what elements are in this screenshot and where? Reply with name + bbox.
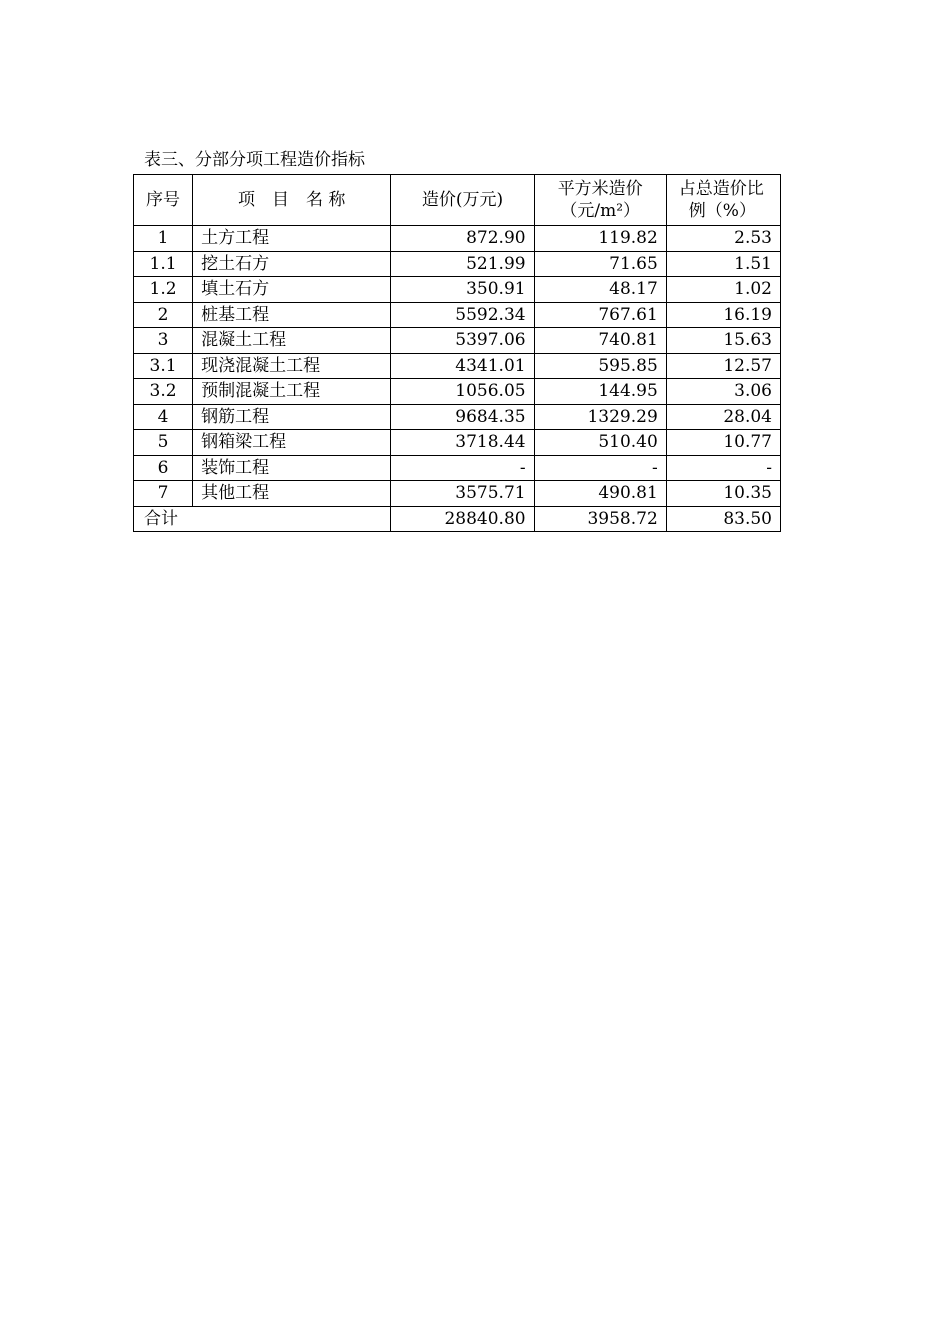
cell-name: 其他工程 — [193, 481, 391, 507]
cell-cost: 3718.44 — [391, 430, 534, 456]
header-unit-cost — [534, 175, 666, 226]
cell-cost: 1056.05 — [391, 379, 534, 405]
cell-seq: 4 — [134, 404, 193, 430]
header-ratio-line2: 例（%） — [688, 201, 756, 221]
cell-name: 钢筋工程 — [193, 404, 391, 430]
cell-unit-cost: 71.65 — [534, 251, 666, 277]
total-row — [134, 506, 781, 532]
cell-cost: 5397.06 — [391, 328, 534, 354]
cell-ratio: 3.06 — [666, 379, 780, 405]
cell-ratio: 16.19 — [666, 302, 780, 328]
cell-unit-cost: 48.17 — [534, 277, 666, 303]
cost-index-table — [133, 174, 781, 532]
header-ratio — [666, 175, 780, 226]
cell-seq: 3.2 — [134, 379, 193, 405]
cell-name: 桩基工程 — [193, 302, 391, 328]
cell-unit-cost: 144.95 — [534, 379, 666, 405]
cell-seq: 3 — [134, 328, 193, 354]
cell-cost: 9684.35 — [391, 404, 534, 430]
cell-seq: 1 — [134, 226, 193, 252]
cell-name: 装饰工程 — [193, 455, 391, 481]
cell-name: 土方工程 — [193, 226, 391, 252]
header-ratio-line1: 占总造价比 — [678, 179, 764, 199]
total-label: 合计 — [134, 506, 391, 532]
cell-name: 填土石方 — [193, 277, 391, 303]
cell-ratio: 1.02 — [666, 277, 780, 303]
cell-seq: 1.1 — [134, 251, 193, 277]
cell-name: 钢箱梁工程 — [193, 430, 391, 456]
cell-ratio: - — [666, 455, 780, 481]
cell-seq: 5 — [134, 430, 193, 456]
cell-seq: 7 — [134, 481, 193, 507]
cell-seq: 2 — [134, 302, 193, 328]
cell-ratio: 2.53 — [666, 226, 780, 252]
table-row — [134, 226, 781, 252]
table-header-row — [134, 175, 781, 226]
table-caption: 表三、分部分项工程造价指标 — [144, 150, 365, 170]
table-row — [134, 328, 781, 354]
cell-seq: 3.1 — [134, 353, 193, 379]
cell-unit-cost: - — [534, 455, 666, 481]
cell-name: 现浇混凝土工程 — [193, 353, 391, 379]
table-row — [134, 379, 781, 405]
cell-seq: 6 — [134, 455, 193, 481]
table-row — [134, 430, 781, 456]
cell-unit-cost: 740.81 — [534, 328, 666, 354]
cell-cost: 3575.71 — [391, 481, 534, 507]
cell-seq: 1.2 — [134, 277, 193, 303]
header-cost: 造价(万元) — [391, 175, 534, 226]
header-unit-cost-line2: （元/m²） — [560, 201, 641, 221]
cell-ratio: 28.04 — [666, 404, 780, 430]
cell-cost: 5592.34 — [391, 302, 534, 328]
total-cost: 28840.80 — [391, 506, 534, 532]
cell-cost: 872.90 — [391, 226, 534, 252]
table-row — [134, 302, 781, 328]
header-name: 项 目 名 称 — [193, 175, 391, 226]
cell-ratio: 15.63 — [666, 328, 780, 354]
total-ratio: 83.50 — [666, 506, 780, 532]
header-unit-cost-line1: 平方米造价 — [557, 179, 643, 199]
table-row — [134, 277, 781, 303]
table-row — [134, 404, 781, 430]
cell-ratio: 10.77 — [666, 430, 780, 456]
cell-unit-cost: 119.82 — [534, 226, 666, 252]
cell-name: 挖土石方 — [193, 251, 391, 277]
cell-name: 混凝土工程 — [193, 328, 391, 354]
cell-cost: - — [391, 455, 534, 481]
cell-cost: 4341.01 — [391, 353, 534, 379]
header-seq: 序号 — [134, 175, 193, 226]
cell-cost: 350.91 — [391, 277, 534, 303]
table-row — [134, 251, 781, 277]
cell-unit-cost: 595.85 — [534, 353, 666, 379]
cell-unit-cost: 1329.29 — [534, 404, 666, 430]
cell-ratio: 1.51 — [666, 251, 780, 277]
table-row — [134, 481, 781, 507]
cell-cost: 521.99 — [391, 251, 534, 277]
table-row — [134, 353, 781, 379]
cell-unit-cost: 510.40 — [534, 430, 666, 456]
cell-ratio: 10.35 — [666, 481, 780, 507]
cell-unit-cost: 767.61 — [534, 302, 666, 328]
cell-unit-cost: 490.81 — [534, 481, 666, 507]
total-unit-cost: 3958.72 — [534, 506, 666, 532]
table-row — [134, 455, 781, 481]
cell-name: 预制混凝土工程 — [193, 379, 391, 405]
cell-ratio: 12.57 — [666, 353, 780, 379]
